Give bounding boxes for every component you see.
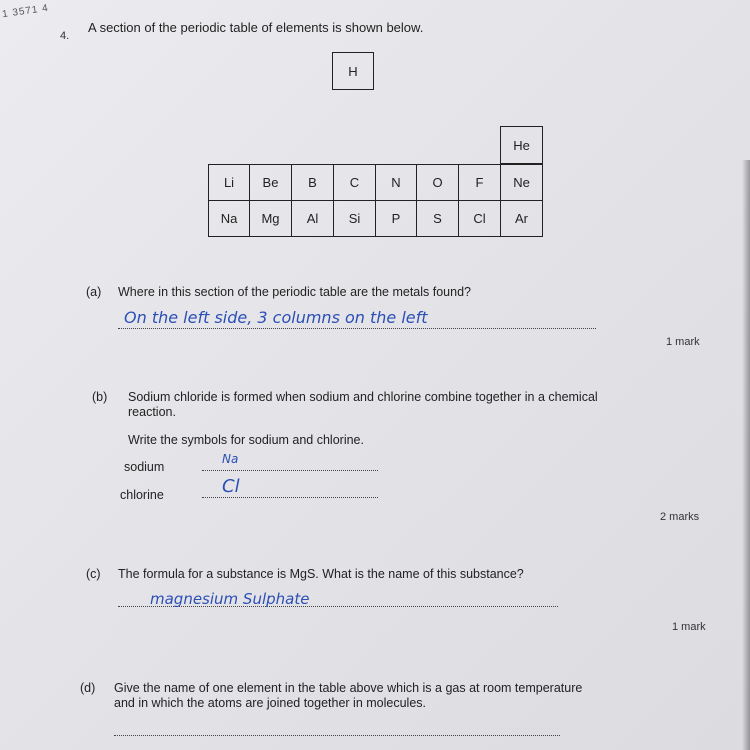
part-b-label: (b) <box>92 390 108 404</box>
sodium-answer: Na <box>222 452 239 466</box>
chlorine-answer: Cl <box>222 476 240 497</box>
part-c-marks: 1 mark <box>672 621 706 633</box>
part-c-answer: magnesium Sulphate <box>150 590 310 608</box>
part-b-question-line2: reaction. <box>128 405 176 419</box>
part-c-question: The formula for a substance is MgS. What is the name of this substance? <box>118 567 524 581</box>
element-cell: S <box>416 200 459 237</box>
element-he: He <box>500 126 543 164</box>
part-b-marks: 2 marks <box>660 511 700 523</box>
element-cell: Be <box>249 164 292 201</box>
page-edge-shadow <box>742 160 750 750</box>
chlorine-label: chlorine <box>120 488 164 502</box>
element-cell: O <box>416 164 459 201</box>
element-cell: N <box>375 164 417 201</box>
element-cell: Cl <box>458 200 501 237</box>
element-cell: Si <box>333 200 376 237</box>
element-cell: Na <box>208 200 250 237</box>
element-cell: B <box>291 164 334 201</box>
part-a-question: Where in this section of the periodic table are the metals found? <box>118 285 471 299</box>
question-number: 4. <box>60 30 70 42</box>
part-b-instruction: Write the symbols for sodium and chlorine. <box>128 433 364 447</box>
element-cell: Ne <box>500 164 543 201</box>
sodium-answer-line <box>202 470 378 471</box>
element-cell: Mg <box>249 200 292 237</box>
element-cell: Al <box>291 200 334 237</box>
part-d-question-line1: Give the name of one element in the table above which is a gas at room temperature <box>114 681 583 695</box>
element-h: H <box>332 52 374 90</box>
element-cell: Ar <box>500 200 543 237</box>
part-d-question-line2: and in which the atoms are joined together in molecules. <box>114 696 426 710</box>
element-cell: F <box>458 164 501 201</box>
element-cell: Li <box>208 164 250 201</box>
element-cell: C <box>333 164 376 201</box>
question-intro: A section of the periodic table of elements is shown below. <box>88 20 424 35</box>
part-d-answer-line <box>114 735 560 736</box>
element-cell: P <box>375 200 417 237</box>
part-a-marks: 1 mark <box>666 336 700 348</box>
corner-scribble: 1 3571 4 <box>1 2 50 21</box>
part-a-answer-line <box>118 328 596 329</box>
part-c-label: (c) <box>86 567 101 581</box>
part-a-label: (a) <box>86 285 102 299</box>
part-b-question-line1: Sodium chloride is formed when sodium and chlorine combine together in a chemical <box>128 390 598 404</box>
part-a-answer: On the left side, 3 columns on the left <box>124 308 428 327</box>
part-d-label: (d) <box>80 681 96 695</box>
chlorine-answer-line <box>202 497 378 498</box>
sodium-label: sodium <box>124 460 165 474</box>
